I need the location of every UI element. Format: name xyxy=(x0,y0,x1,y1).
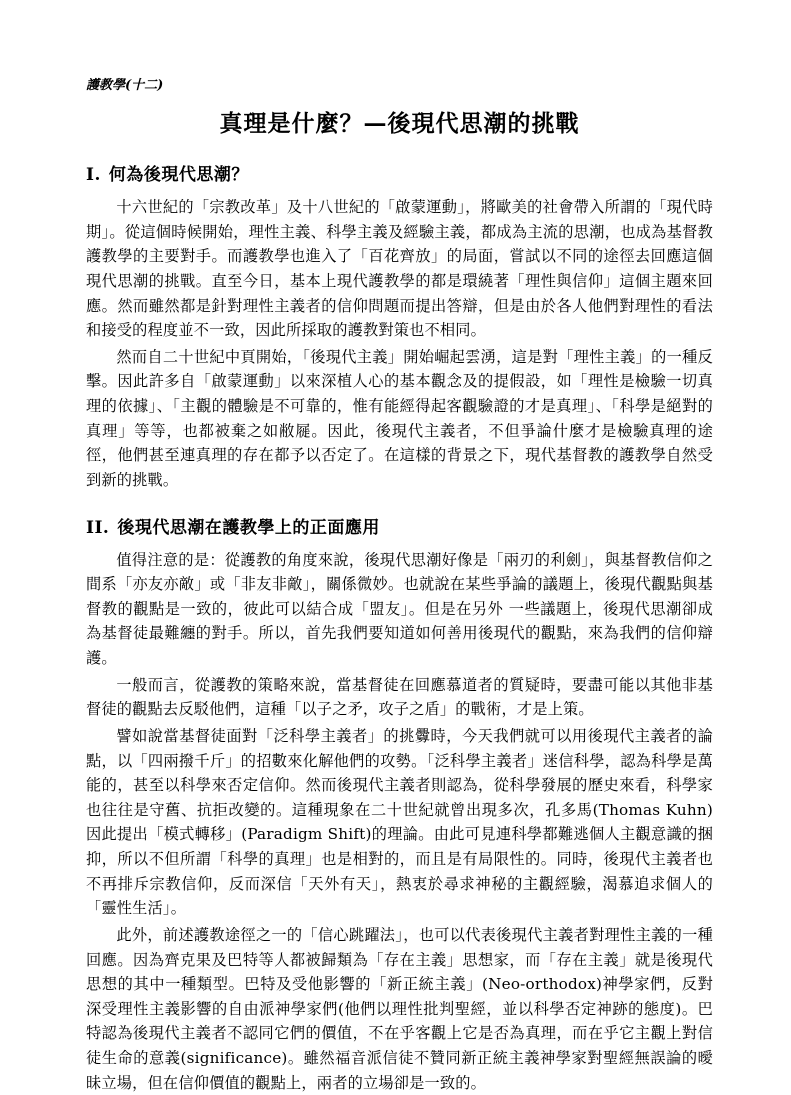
section-heading-2 xyxy=(86,513,713,538)
section-heading-1 xyxy=(86,160,713,185)
section-title-1: 何為後現代思潮？ xyxy=(108,165,249,185)
section-number-1: I. xyxy=(86,165,101,185)
paragraph: 十六世紀的「宗教改革」及十八世紀的「啟蒙運動」，將歐美的社會帶入所謂的「現代時期」。從這個時候開始，理性主義、科學主義及經驗主義，都成為主流的思潮，也成為基督教護教學的主要對手。而護教學也進入了「百花齊放」的局面，嘗試以不同的途徑去回應這個現代思潮的挑戰。直至今日，基本上現代護教學的都是環繞著「理性與信仰」這個主題來回應。然而雖然都是針對理性主義者的信仰問題而提出答辯，但是由於各人他們對理性的看法和接受的程度並不一致，因此所採取的護教對策也不相同。 xyxy=(86,198,713,340)
page-title: 真理是什麼？—後現代思潮的挑戰 xyxy=(219,110,580,137)
running-head: 護教學(十二) xyxy=(86,78,164,93)
paragraph: 值得注意的是：從護教的角度來說，後現代思潮好像是「兩刃的利劍」，與基督教信仰之間系「亦友亦敵」或「非友非敵」，關係微妙。也就說在某些爭論的議題上，後現代觀點與基督教的觀點是一致的，彼此可以結合成「盟友」。但是在另外 一些議題上，後現代思潮卻成為基督徒最難纏的對手。所以，首先我們要知道如何善用後現代的觀點，來為我們的信仰辯護。 xyxy=(86,550,713,667)
paragraph: 然而自二十世紀中頁開始，「後現代主義」開始崛起雲湧，這是對「理性主義」的一種反擊。因此許多自「啟蒙運動」以來深植人心的基本觀念及的提假設，如「理性是檢驗一切真理的依據」、「主觀的體驗是不可靠的，惟有能經得起客觀驗證的才是真理」、「科學是絕對的真理」等等，也都被棄之如敝屣。因此，後現代主義者，不但爭論什麼才是檢驗真理的途徑，他們甚至連真理的存在都予以否定了。在這樣的背景之下，現代基督教的護教學自然受到新的挑戰。 xyxy=(86,347,713,489)
section-number-2: II. xyxy=(86,517,110,538)
paragraph: 譬如說當基督徒面對「泛科學主義者」的挑釁時，今天我們就可以用後現代主義者的論點，以「四兩撥千斤」的招數來化解他們的攻勢。「泛科學主義者」迷信科學，認為科學是萬能的，甚至以科學來否定信仰。然而後現代主義者則認為，從科學發展的歷史來看，科學家也往往是守舊、抗拒改變的。這種現象在二十世紀就曾出現多次，孔多馬(Thomas Kuhn)因此提出「模式轉移」(Paradigm Shift)的理論。由此可見連科學都難逃個人主觀意識的捆抑，所以不但所謂「科學的真理」也是相對的，而且是有局限性的。同時，後現代主義者也不再排斥宗教信仰，反而深信「天外有天」，熱衷於尋求神秘的主觀經驗，渴慕追求個人的「靈性生活」。 xyxy=(86,726,713,918)
section-title-2: 後現代思潮在護教學上的正面應用 xyxy=(117,517,380,538)
paragraph: 此外，前述護教途徑之一的「信心跳躍法」，也可以代表後現代主義者對理性主義的一種回應。因為齊克果及巴特等人都被歸類為「存在主義」思想家，而「存在主義」就是後現代思想的其中一種類型。巴特及受他影響的「新正統主義」(Neo-orthodox)神學家們，反對深受理性主義影響的自由派神學家們(他們以理性批判聖經，並以科學否定神跡的態度)。巴特認為後現代主義者不認同它們的價值，不在乎客觀上它是否為真理，而在乎它主觀上對信徒生命的意義(significance)。雖然福音派信徒不贊同新正統主義神學家對聖經無誤論的曖昧立場，但在信仰價值的觀點上，兩者的立場卻是一致的。 xyxy=(86,925,713,1092)
paragraph: 一般而言，從護教的策略來說，當基督徒在回應慕道者的質疑時，要盡可能以其他非基督徒的觀點去反駁他們，這種「以子之矛，攻子之盾」的戰術，才是上策。 xyxy=(86,675,713,719)
